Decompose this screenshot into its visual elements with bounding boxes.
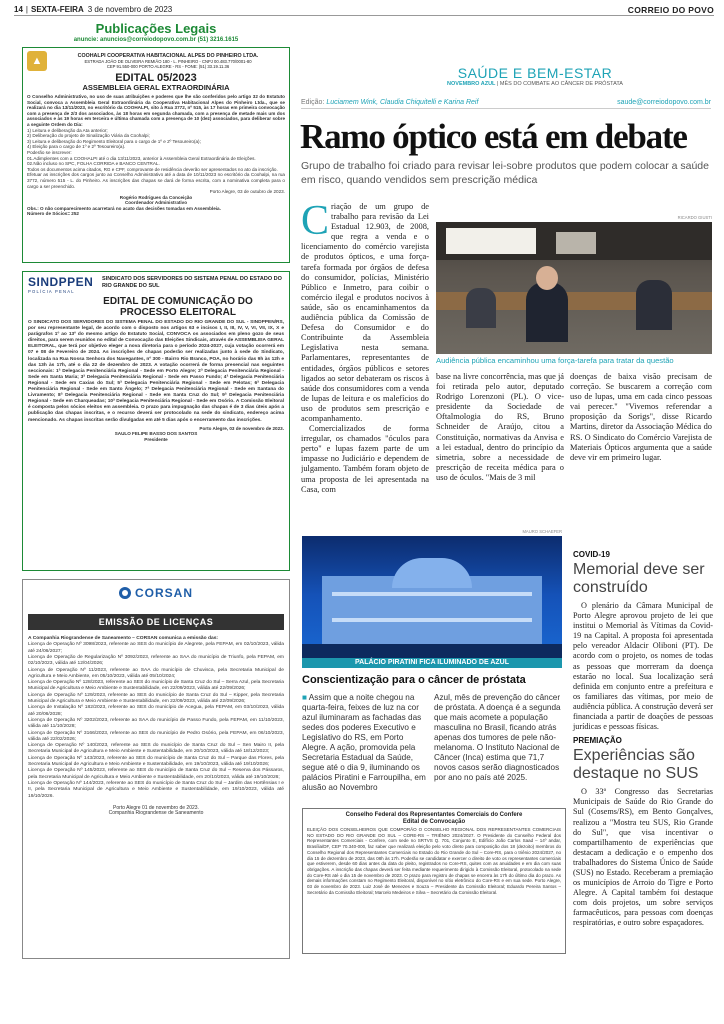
coohalpi-logo-icon: ▲ xyxy=(27,51,47,71)
piratini-photo-credit: MAURO SCHAEFER xyxy=(522,529,562,534)
corsan-item: Licença de Operação Nº 145/2023, referente ao SES do município de Santa Cruz do Sul – Reserva dos Pássaros, pela Secretaria Municipal de Agricultura e Meio Ambiente e Sustentabilidade, em 20/10/2023, válida até 19/10/2026; xyxy=(28,768,284,780)
section-title: SAÚDE E BEM-ESTAR xyxy=(457,65,613,81)
audiencia-photo-credit: RICARDO GIUSTI xyxy=(677,215,712,220)
main-headline: Ramo óptico está em debate xyxy=(300,117,687,156)
corsan-item: Licença de Operação Nº 144/2023, referente ao SES do município de Santa Cruz do Sul – Jardim das Hortênsias I e II, pela Secretaria Municipal de Agricultura e Meio Ambiente e Sustentabilidade, em 19/10/2023, válida até 19/10/2026. xyxy=(28,780,284,799)
corsan-logo: CORSAN xyxy=(134,586,193,600)
sindppen-logo: SINDPPEN xyxy=(28,275,94,289)
piratini-col1-text: Assim que a noite chegou na quarta-feira, feixes de luz na cor azul iluminaram as fachadas das sedes dos poderes Executivo e Legislativo do RS, em Porto Alegre. A ação, promovida pela Secretaria Estadual da Saúde, segue até o dia 9, iluminando os palácios Piratini e Farroupilha, em alusão ao Novembro xyxy=(302,693,426,792)
dropcap: C xyxy=(301,202,330,244)
premiacao-body: O 33º Congresso das Secretarias Municipais de Saúde do Rio Grande do Sul (Cosems/RS), em Bento Gonçalves, realizou a "Mostra teu SUS, Rio Grande do Sul", que visa incentivar o compartilhamento de experiências que destacam a dedicação e o empenho dos trabalhadores do Sistema Único de Saúde (SUS) no Estado. Receberam a premiação os municípios de Arroio do Tigre e Porto Alegre. A Capital também foi destaque com dois projetos, um sobre serviços farmacêuticos, para pessoas com doenças respiratórias, e outro sobre espaçadores. xyxy=(573,787,713,928)
section-subtitle-text: | MÊS DO COMBATE AO CÂNCER DE PRÓSTATA xyxy=(495,81,623,87)
coohalpi-assembleia: ASSEMBLEIA GERAL EXTRAORDINÁRIA xyxy=(82,83,230,92)
premiacao-headline: Experiências são destaque no SUS xyxy=(573,747,699,783)
covid-headline: Memorial deve ser construído xyxy=(573,561,705,596)
piratini-col1 xyxy=(302,693,428,803)
piratini-headline: Conscientização para o câncer de próstata xyxy=(302,674,526,686)
piratini-photo xyxy=(302,536,562,668)
confere-subtitle: Edital de Convocação xyxy=(402,819,466,825)
main-article-p2: Comercializados de forma irregular, os chamados "óculos para perto" e lupas fazem parte de um impasse no Judiciário e dependem de julgamento. Também foram objeto de uma proposta de lei apresentada na Casa, com xyxy=(301,424,429,494)
coohalpi-item: 01.Adimplentes com a COOHALPI até o dia 13/11/2023, anterior à Assembleia Geral Extraordinária de Eleições. xyxy=(27,155,256,161)
right-column xyxy=(573,550,713,929)
coohalpi-body: O Conselho Administrativo, no uso de suas atribuições e poderes que lhe são conferidos pelo artigo 32 do Estatuto Social, convoca a Assembleia Geral Extraordinária da Cooperativa Habitacional Alpes do Pinheiro Ltda., que se realizará no dia 13/11/2023, no escritório da COOHALPI, sito à Rua 3772, nº 515, às 17 horas em primeira convocação com a presença de 2/3 dos associados, às 18 horas em segunda chamada, com a presença de metade mais um dos associados e às 19 horas em terceira e última chamada com a presença de 10 (dez) associados, para deliberar sobre a seguinte Ordem do Dia: xyxy=(27,94,285,127)
sindppen-org: SINDICATO DOS SERVIDORES DO SISTEMA PENAL DO ESTADO DO RIO GRANDE DO SUL xyxy=(102,276,282,289)
sindppen-place-date: Porto Alegre, 03 de novembro de 2023. xyxy=(199,425,284,431)
coohalpi-obs: Obs.: O não comparecimento acarretará no acato das decisões tomadas em Assembleia. xyxy=(27,205,221,211)
sindppen-body: O SINDICATO DOS SERVIDORES DO SISTEMA PENAL DO ESTADO DO RIO GRANDE DO SUL - SINDPPEN/RS, por seu representante legal, de acordo com o disposto nos artigos 63 e incisos I, II, III, IV, V, VI, VII, IX, X e parágrafos 1º ao 13º do mesmo artigo do Estatuto Social, CONVOCA os associados em pleno gozo de seus direitos, para serem reunidos no edital de Convocação das Eleições Sindicais, através de ASSEMBLEIA GERAL ELEITORAL, que terá por objetivo eleger a nova diretoria para o período 2024-2027, cuja votação ocorrerá em 07 e 08 de Fevereiro de 2024. As inscrições de chapas poderão ser realizadas junto à sede do Sindicato, localizada na Rua Nossa Senhora dos Navegantes, nº 300 - Bairro Rio Branco, POA, no horário das 9h às 12h e das 13h às 17h, até o dia 22 de dezembro de 2023. A votação ocorrerá de forma presencial nas seguintes seccionais: 1ª Delegacia Penitenciária Regional - Sede em Porto Alegre; 2ª Delegacia Penitenciária Regional - Sede em Santa Maria; 3ª Delegacia Penitenciária Regional - Sede em Passo Fundo; 4ª Delegacia Penitenciária Regional - Sede em Caxias do Sul; 5ª Delegacia Penitenciária Regional - Sede em Pelotas; 6ª Delegacia Penitenciária Regional - Sede em Santo Ângelo; 7ª Delegacia Penitenciária Regional - Sede em Santana do Livramento; 8ª Delegacia Penitenciária Regional - Sede em Santa Cruz do Sul; 9ª Delegacia Penitenciária Regional - Sede em Charqueadas; 10ª Delegacia Penitenciária Regional - Sede em Osório. A Comissão Eleitoral é composta pelos sócios eleitos em assembleia. O prazo para impugnação das chapas é de 3 dias úteis após a publicação das chapas inscritas, e o recurso deverá ser protocolado na sede do sindicato, endereço acima mencionado. As chapas inscritas serão divulgadas em até 5 dias após o encerramento das inscrições. xyxy=(28,320,284,423)
corsan-item: Licença de Operação Nº 3166/2023, referente ao SES do município de Pedro Osório, pela FEPAM, em 06/10/2023, válida até 22/02/2026; xyxy=(28,730,284,742)
main-article-col1 xyxy=(301,202,429,532)
audiencia-caption: Audiência pública encaminhou uma força-tarefa para tratar da questão xyxy=(436,356,674,365)
edicao-names: Luciamem Wink, Claudia Chiquitelli e Karina Reif xyxy=(326,99,479,106)
coohalpi-item: 1) Leitura e deliberação da Ata anterior; xyxy=(27,127,108,133)
coohalpi-item: 2) Deliberação do projeto de Sinalização Viária da Coohalpi; xyxy=(27,133,150,139)
coohalpi-address: ESTRADA JOÃO DE OLIVEIRA REMIÃO 180 - L. PINHEIRO - CNPJ 00.483.770/0001-80 xyxy=(84,59,252,64)
piratini-bullet-icon: ■ xyxy=(302,693,309,702)
sindppen-title: EDITAL DE COMUNICAÇÃO DO PROCESSO ELEITORAL xyxy=(103,296,253,318)
coohalpi-notice xyxy=(22,47,290,263)
corsan-signer: Companhia Riograndense de Saneamento xyxy=(108,810,204,817)
coohalpi-items xyxy=(27,128,285,190)
corsan-item: Licença de Operação Nº 129/2023, referente ao SES do município de Santa Cruz do Sul – Kipper, pela Secretaria Municipal de Agricultura e Meio Ambiente e Sustentabilidade, em 22/09/2023, válida até 22/09/2026; xyxy=(28,692,284,705)
corsan-item: Licença de Operação Nº 140/2023, referente ao SES do município de Santa Cruz do Sul – Sen Mairo II, pela Secretaria Municipal de Agricultura e Meio Ambiente e Sustentabilidade, em 20/10/2023, válida até 18/12/2023; xyxy=(28,743,284,755)
coohalpi-item: 3) Leitura e deliberação do Regimento Eleitoral para o cargo de 1º e 2º Tesoureiro(a); xyxy=(27,138,201,144)
publicacoes-header xyxy=(22,22,290,45)
corsan-logo-icon xyxy=(119,587,131,599)
corsan-item: Licença de Operação Nº 128/2023, referente ao SES do município de Santa Cruz do Sul – Serra Azul, pela Secretaria Municipal de Agricultura e Meio Ambiente e Sustentabilidade, em 22/09/2023, válida até 22/09/2026; xyxy=(28,680,284,692)
sindppen-notice xyxy=(22,271,290,571)
corsan-item: Licença de Operação Nº 143/2023, referente ao SES do município de Santa Cruz do Sul – Parque das Flores, pela Secretaria Municipal de Agricultura e Meio Ambiente e Sustentabilidade, em 19/10/2023, válida até 19/10/2026; xyxy=(28,755,284,768)
piratini-photo-label: PALÁCIO PIRATINI FICA ILUMINADO DE AZUL xyxy=(302,658,562,668)
sindppen-signer-role: Presidente xyxy=(144,436,168,442)
corsan-item: Licença de Operação Nº 11/2023, referente ao SAA do município de Chuvisca, pela Secretaria Municipal de Agricultura e Meio Ambiente, em 05/10/2023, válida até 05/10/2024; xyxy=(28,667,284,679)
edicao-label: Edição: xyxy=(301,99,325,106)
page-number: 14 xyxy=(14,5,23,14)
corsan-title: EMISSÃO DE LICENÇAS xyxy=(28,614,284,630)
corsan-item: Licença de Operação Nº 3098/2023, referente ao SES do município de Alegrete, pela FEPAM, em 02/10/2023, válida até 24/06/2027; xyxy=(28,642,284,654)
main-article-col3: doenças de baixa visão precisam de correção. Se buscarem a correção com uso de lupas, uma em cada cinco pessoas vai perecer." "Vivemos referendar a proposição da Sorigs", disse Ricardo Martins, diretor da Associação Médica do RS. O Sindicato do Comércio Varejista de Materiais Ópticos argumenta que a saúde deve vir em primeiro lugar. xyxy=(570,372,712,462)
corsan-intro: A Companhia Riograndense de Saneamento – CORSAN comunica a emissão das: xyxy=(28,636,219,641)
section-subtitle xyxy=(420,81,650,88)
publicacoes-title: Publicações Legais xyxy=(95,21,217,36)
edicao-email: saude@correiodopovo.com.br xyxy=(617,99,711,106)
coohalpi-edital: EDITAL 05/2023 xyxy=(115,72,197,84)
sindppen-logo-sub: POLÍCIA PENAL xyxy=(28,289,75,294)
coohalpi-signer: Rogério Rodrigues da Conceição xyxy=(119,194,193,200)
publicacoes-contact: anuncie: anuncios@correiodopovo.com.br (51) 3216.1615 xyxy=(73,37,239,43)
piratini-col2: Azul, mês de prevenção do câncer de próstata. A doença é a segunda que mais acomete a população masculina no Brasil, ficando atrás apenas dos tumores de pele não-melanoma. O Instituto Nacional de Câncer (Inca) estima que 71,7 novos casos serão diagnosticados por ano no país até 2025. xyxy=(434,693,561,782)
sindppen-signer: SAULO FELIPE BASSO DOS SANTOS xyxy=(114,431,198,437)
edicao-line xyxy=(301,99,711,109)
confere-title: Conselho Federal dos Representantes Comerciais do Confere xyxy=(345,812,523,818)
coohalpi-signer-role: Coordenador Administrativo xyxy=(124,200,188,206)
legal-column xyxy=(22,22,290,1022)
page-day: SEXTA-FEIRA xyxy=(30,5,84,14)
confere-body: ELEIÇÃO DOS CONSELHEIROS QUE COMPORÃO O CONSELHO REGIONAL DOS REPRESENTANTES COMERCIAIS NO ESTADO DO RIO GRANDE DO SUL – CORE-RS – TRIÊNIO 2024/2027. O Presidente do Conselho Federal dos Representantes Comerciais - Confere, com sede no SRTVS Q. 701, Conjunto E, Edifício João Carlos Saad – 14º andar, Brasília/DF, CEP 70.340-000, faz saber que realizará eleição pelo voto direto para composição dos 18 (dezoito) membros do Conselho Regional dos Representantes Comerciais no Estado do Rio Grande do Sul – Core-RS, para o triênio 2024/2027, no dia 15 de dezembro de 2023, das 08h às 17h. Poderão se candidatar e exercer o direito de voto os representantes comerciais que estiverem, desde 60 dias antes da data do pleito, registrados no Core-RS, quites com as anuidades e em dia com suas obrigações. A inscrição das chapas deverá ser feita mediante requerimento dirigido à Comissão Eleitoral, protocolado na sede do Core-RS até o dia 15 de novembro de 2023. O prazo para registro de chapas se encerra às 17h do último dia do prazo. As demais informações constam no Regimento Eleitoral, disponível no sítio eletrônico do Core-RS e em sua sede. Porto Alegre, 03 de novembro de 2023. Luiz José de Menezes e Souza – Presidente da Comissão Eleitoral; Eduardo Pereira Santos – Secretário da Comissão Eleitoral; Marcelo Medeiros e Silva – Secretário da Comissão Eleitoral. xyxy=(307,827,561,895)
audiencia-photo xyxy=(436,222,712,354)
covid-kicker: COVID-19 xyxy=(573,550,610,559)
brand: CORREIO DO POVO xyxy=(627,4,714,15)
coohalpi-cep: CEP 91.550-000 PORTO ALEGRE - RS - FONE: (51) 33.19.11.36 xyxy=(106,64,230,69)
coohalpi-place-date: Porto Alegre, 03 de outubro de 2023. xyxy=(209,189,285,195)
main-article-col2: base na livre concorrência, mas que já foi retirada pelo autor, deputado Rodrigo Lorenzoni (PL). O vice-presidente da Sociedade de Oftalmologia do RS, Bruno Schneider de Araújo, citou a Constituição, normativas da Anvisa e a lei estadual, dentro do princípio da simetria, sobre a necessidade de prescrição de receita médica para o uso de óculos. "Mais de 3 mil xyxy=(436,372,564,482)
corsan-item: Licença de Operação Nº 3202/2023, referente ao SAA do município de Passo Fundo, pela FEPAM, em 11/10/2023, válida até 11/10/2028; xyxy=(28,717,284,730)
corsan-place-date: Porto Alegre 01 de novembro de 2023. xyxy=(113,804,199,811)
coohalpi-item: 02.Não incluso no SPC, FOLHA CORRIDA e BANCO CENTRAL. xyxy=(27,161,160,167)
corsan-item: Licença de Instalação Nº 182/2023, referente ao SES do município de Acegua, pela FEPAM, em 03/10/2023, válida até 20/06/2028; xyxy=(28,705,284,717)
main-deck: Grupo de trabalho foi criado para revisar lei-sobre produtos que podem colocar a saúde em risco, quando vendidos sem prescrição médica xyxy=(301,160,709,186)
section-subtitle-bold: NOVEMBRO AZUL xyxy=(447,81,496,87)
corsan-notice xyxy=(22,579,290,959)
covid-body: O plenário da Câmara Municipal de Porto Alegre aprovou projeto de lei que institui o Memorial às Vítimas da Covid-19 na Capital. A proposta foi apresentada pelo vereador Aldacir Oliboni (PT). De acordo com o projeto, os nomes de todas as pessoas que morreram da doença estarão no local. Sua localização será definida em conjunto entre a prefeitura e os familiares das vítimas, por meio de audiência pública. A construção deverá ser financiada a partir de doações de pessoas jurídicas e pessoas físicas. xyxy=(573,601,713,732)
corsan-items xyxy=(28,642,284,799)
section-header xyxy=(420,66,650,88)
premiacao-kicker: PREMIAÇÃO xyxy=(573,736,622,746)
main-article-p1: riação de um grupo de trabalho para revisão da Lei Estadual 12.903, de 2008, que regra a venda e o licenciamento do comércio varejista de produtos ópticos, e uma força-tarefa formada por órgãos de defesa do consumidor, polícias, Ministério Público e Inmetro, para coibir o comércio ilegal e produtos nocivos à saúde, são os encaminhamentos da audiência pública da Comissão de Defesa do Consumidor e do Contribuinte da Assembleia Legislativa nesta semana. Parlamentares, representantes de entidades, órgãos públicos e setores ligados ao setor debateram os riscos à saúde dos consumidores com a venda de lupas de leitura e os malefícios do uso de produtos sem prescrição e acompanhamento. xyxy=(301,202,429,423)
page-header: 14 | SEXTA-FEIRA 3 de novembro de 2023 CORREIO DO POVO xyxy=(14,4,714,15)
coohalpi-socios: Número de Sócios= 252 xyxy=(27,211,79,217)
coohalpi-item: Poderão se inscrever: xyxy=(27,149,72,155)
coohalpi-name: COOHALPI COOPERATIVA HABITACIONAL ALPES DO PINHEIRO LTDA. xyxy=(77,53,259,59)
coohalpi-item: Todos os documentos acima citados, RG e CPF, comprovante de residência deverão ser apresentados no ato da inscrição. xyxy=(27,166,278,172)
confere-notice xyxy=(302,808,566,954)
coohalpi-item: Efetuar as inscrições dos cargos junto ao Conselho Administrativo até a data de 10/11/2023 no escritório da Coohalpi, na rua 3772, número 515 - L. do Pinheiro. As inscrições das chapas se dará de forma escrita, com a nominativa completa para o cargo a ser preenchido. xyxy=(27,172,285,189)
corsan-item: Licença de Operação de Regularização Nº 3092/2023, referente ao SAA do município de Triunfo, pela FEPAM, em 02/10/2023, válida até 12/04/2026; xyxy=(28,655,284,667)
coohalpi-item: 4) Eleição para o cargo de 1º e 2º Tesoureiro(a). xyxy=(27,144,126,150)
page-date: 3 de novembro de 2023 xyxy=(87,5,173,14)
